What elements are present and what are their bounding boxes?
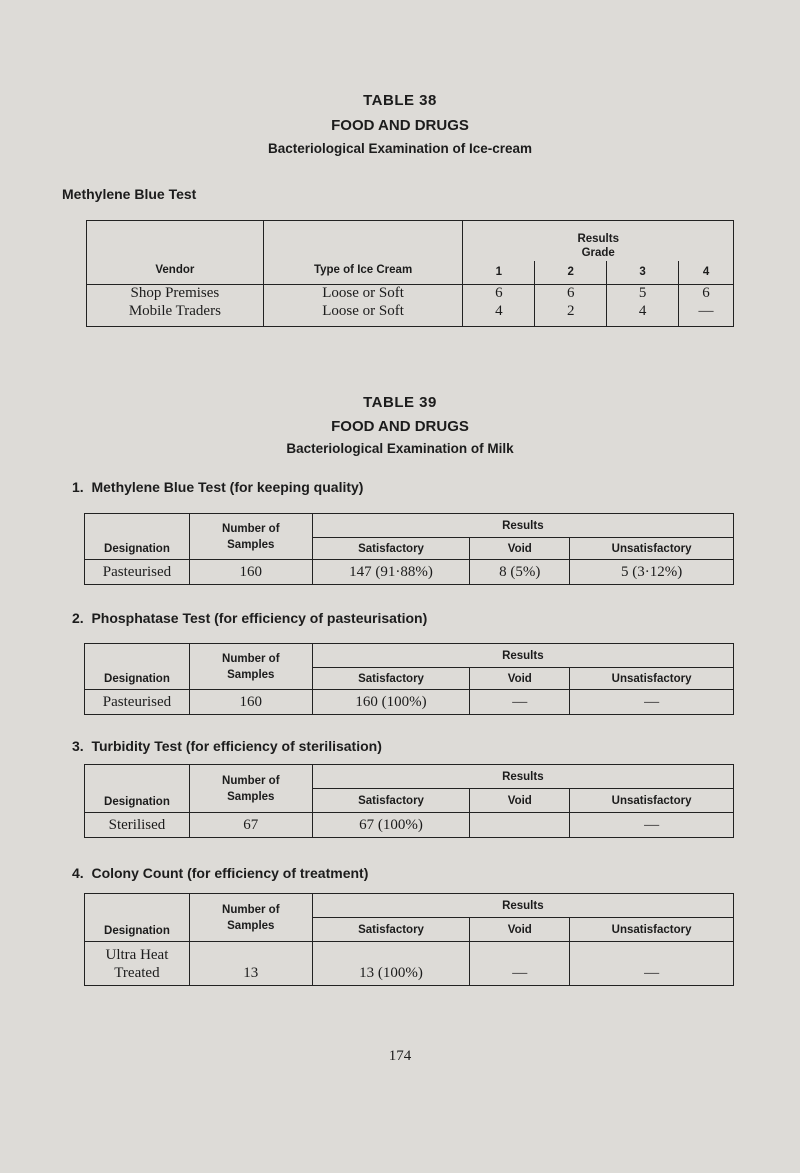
header-grade: Grade <box>463 245 734 261</box>
cell-samples: 67 <box>189 813 312 838</box>
header-results: Results <box>463 221 734 245</box>
table39-number: TABLE 39 <box>363 394 437 411</box>
cell-grade-1: 6 <box>463 285 535 303</box>
cell-void <box>470 813 570 838</box>
cell-designation: Sterilised <box>85 813 190 838</box>
cell-unsatisfactory: — <box>570 942 734 986</box>
header-designation: Designation <box>85 644 190 690</box>
cell-void: 8 (5%) <box>470 560 570 585</box>
header-void: Void <box>470 918 570 942</box>
header-unsatisfactory: Unsatisfactory <box>570 789 734 813</box>
cell-satisfactory: 160 (100%) <box>312 690 470 715</box>
cell-unsatisfactory: — <box>570 690 734 715</box>
header-unsatisfactory: Unsatisfactory <box>570 918 734 942</box>
header-grade-4: 4 <box>679 261 734 285</box>
cell-designation: Pasteurised <box>85 690 190 715</box>
cell-grade-1: 4 <box>463 303 535 327</box>
table39-category: FOOD AND DRUGS <box>331 418 469 435</box>
cell-satisfactory: 67 (100%) <box>312 813 470 838</box>
section2-heading: 2. Phosphatase Test (for efficiency of pasteurisation) <box>72 610 428 626</box>
header-grade-2: 2 <box>535 261 607 285</box>
milk-table-2 <box>84 643 734 715</box>
cell-type: Loose or Soft <box>263 303 463 327</box>
header-samples: Samples <box>227 538 275 551</box>
header-unsatisfactory: Unsatisfactory <box>570 668 734 690</box>
table-row <box>87 285 734 303</box>
cell-type: Loose or Soft <box>263 285 463 303</box>
header-grade-1: 1 <box>463 261 535 285</box>
section3-heading: 3. Turbidity Test (for efficiency of sterilisation) <box>72 738 382 754</box>
header-designation: Designation <box>85 894 190 942</box>
cell-grade-4: — <box>679 303 734 327</box>
header-designation: Designation <box>85 514 190 560</box>
cell-samples: 160 <box>189 560 312 585</box>
section4-heading: 4. Colony Count (for efficiency of treatment) <box>72 865 369 881</box>
table-row <box>85 690 734 715</box>
cell-grade-4: 6 <box>679 285 734 303</box>
table-row <box>85 560 734 585</box>
table-row <box>85 813 734 838</box>
table38-section-heading: Methylene Blue Test <box>62 186 197 202</box>
header-satisfactory: Satisfactory <box>312 668 470 690</box>
header-satisfactory: Satisfactory <box>312 789 470 813</box>
table-row <box>85 942 734 986</box>
cell-satisfactory: 13 (100%) <box>312 942 470 986</box>
cell-designation <box>85 942 190 986</box>
header-number-of-samples <box>189 514 312 560</box>
cell-samples: 13 <box>189 942 312 986</box>
table-row <box>87 303 734 327</box>
table39-title: Bacteriological Examination of Milk <box>286 441 514 456</box>
header-number-of-samples <box>189 894 312 942</box>
milk-table-1 <box>84 513 734 585</box>
cell-designation-line1: Ultra Heat <box>105 946 169 963</box>
header-void: Void <box>470 538 570 560</box>
cell-designation: Pasteurised <box>85 560 190 585</box>
table38 <box>86 220 734 327</box>
header-results: Results <box>312 765 733 789</box>
header-number-of-samples <box>189 644 312 690</box>
header-satisfactory: Satisfactory <box>312 538 470 560</box>
header-void: Void <box>470 789 570 813</box>
header-satisfactory: Satisfactory <box>312 918 470 942</box>
cell-unsatisfactory: 5 (3·12%) <box>570 560 734 585</box>
milk-table-3 <box>84 764 734 838</box>
header-grade-3: 3 <box>607 261 679 285</box>
header-designation: Designation <box>85 765 190 813</box>
header-number-of: Number of <box>222 522 280 535</box>
header-number-of: Number of <box>222 774 280 787</box>
header-void: Void <box>470 668 570 690</box>
header-samples: Samples <box>227 919 275 932</box>
page-number: 174 <box>388 1048 412 1064</box>
header-results: Results <box>312 894 733 918</box>
header-results: Results <box>312 644 733 668</box>
table38-title: Bacteriological Examination of Ice-cream <box>267 141 533 156</box>
cell-unsatisfactory: — <box>570 813 734 838</box>
header-samples: Samples <box>227 668 275 681</box>
cell-vendor: Mobile Traders <box>87 303 264 327</box>
cell-grade-3: 4 <box>607 303 679 327</box>
header-number-of: Number of <box>222 652 280 665</box>
table38-number: TABLE 38 <box>363 92 437 109</box>
header-number-of-samples <box>189 765 312 813</box>
milk-table-4 <box>84 893 734 986</box>
cell-void: — <box>470 690 570 715</box>
cell-vendor: Shop Premises <box>87 285 264 303</box>
header-results: Results <box>312 514 733 538</box>
cell-satisfactory: 147 (91·88%) <box>312 560 470 585</box>
cell-designation-line2: Treated <box>114 964 160 981</box>
cell-samples: 160 <box>189 690 312 715</box>
cell-grade-3: 5 <box>607 285 679 303</box>
cell-void: — <box>470 942 570 986</box>
table38-category: FOOD AND DRUGS <box>331 117 469 134</box>
header-number-of: Number of <box>222 903 280 916</box>
cell-grade-2: 6 <box>535 285 607 303</box>
header-vendor: Vendor <box>87 221 264 285</box>
header-unsatisfactory: Unsatisfactory <box>570 538 734 560</box>
header-type: Type of Ice Cream <box>263 221 463 285</box>
header-samples: Samples <box>227 790 275 803</box>
cell-grade-2: 2 <box>535 303 607 327</box>
section1-heading: 1. Methylene Blue Test (for keeping quality) <box>72 479 364 495</box>
